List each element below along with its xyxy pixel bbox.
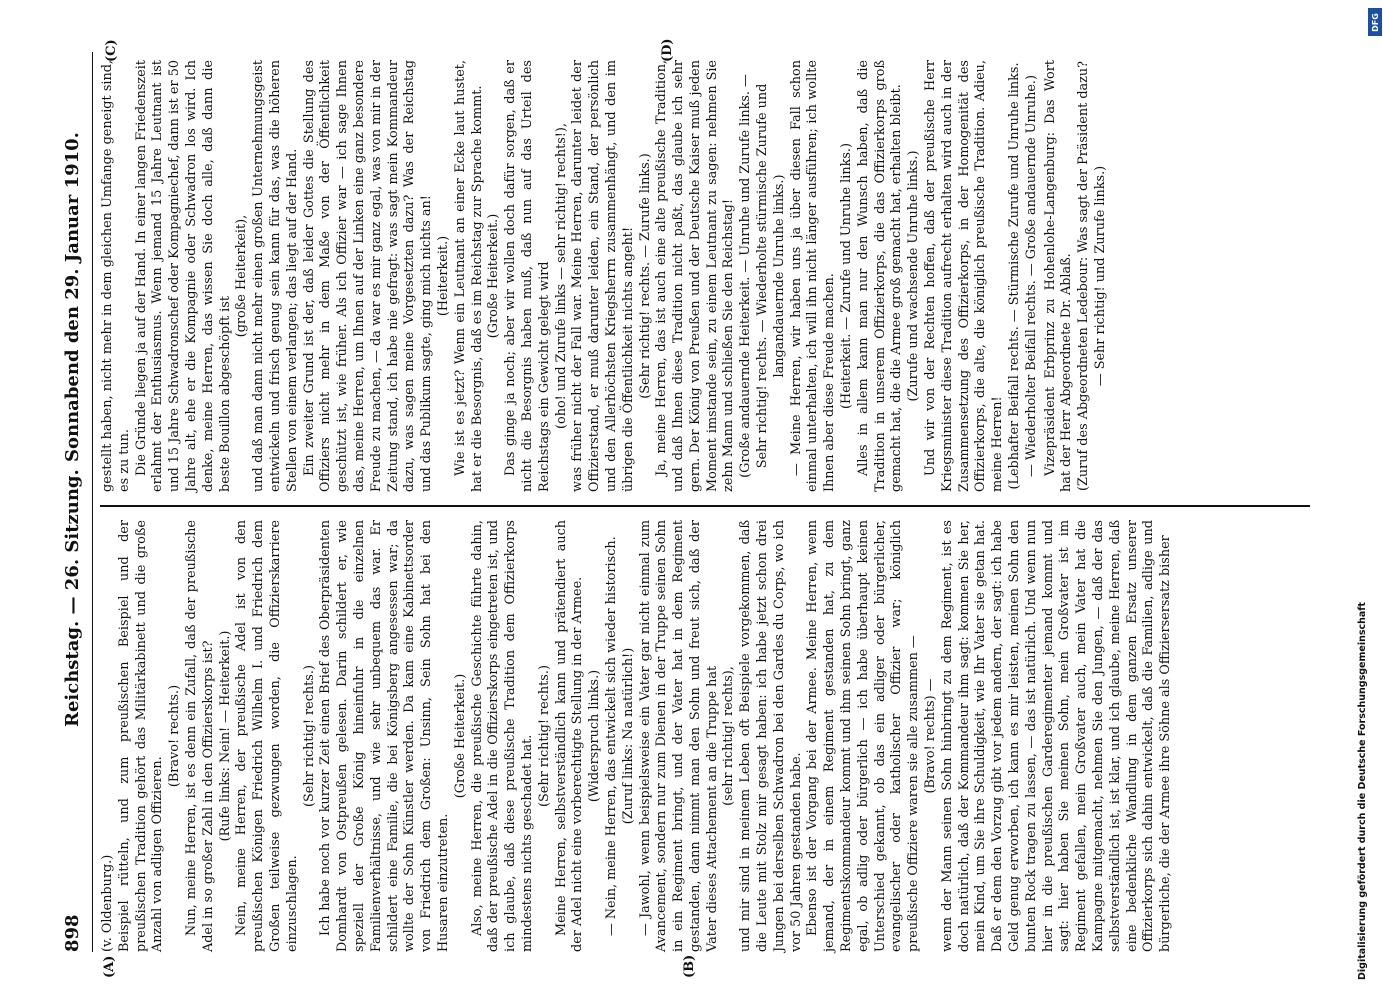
left-column — [100, 520, 1175, 952]
paragraph: gestellt haben, nicht mehr in dem gleichen Umfange geneigt sind, es zu tun. — [100, 60, 132, 492]
paragraph: (Bravo! rechts.) — [167, 684, 183, 788]
paragraph: (sehr richtig! rechts), — [721, 666, 737, 806]
paragraph: Meine Herren, selbstverständlich kann und prätendiert auch der Adel nicht eine vorberechtigte Stellung in der Armee. — [553, 520, 586, 952]
column-divider — [100, 505, 1310, 507]
paragraph: (Sehr richtig! rechts.) — [536, 665, 552, 807]
paragraph: (oho! und Zurufe links — sehr richtig! rechts!), — [553, 123, 569, 429]
paragraph: — Nein, meine Herren, das entwickelt sich wieder historisch. — [603, 536, 619, 936]
paragraph: (Zuruf links: Na natürlich!) — [620, 647, 636, 825]
paragraph: (große Heiterkeit), — [234, 214, 250, 338]
margin-ref-c: (C) — [104, 39, 119, 62]
paragraph: Ich habe noch vor kurzer Zeit einen Brief des Oberpräsidenten Domhardt von Ostpreußen gelesen. Darin schildert er, wie speziell der Große König hineinfuhr in die einzelnen Familienverhältnisse, und wie sehr unbequem das war. Er schildert eine Familie, die bei Königsberg angesessen war; da wollte der Sohn Künstler werden. Da kam eine Kabinettsorder von Friedrich dem Großen: Unsinn, Sein Sohn hat bei den Husaren einzutreten. — [318, 520, 451, 952]
header-rule — [92, 52, 93, 952]
paragraph: (Rufe links: Nein! — Heiterkeit.) — [217, 630, 233, 842]
paragraph: Das ginge ja noch; aber wir wollen doch dafür sorgen, daß er nicht die Besorgnis haben muß, daß nun auf das Urteil des Reichstags ein Gewicht gelegt wird — [503, 60, 552, 492]
paragraph: Ein zweiter Grund ist der, daß leider Gottes die Stellung des Offiziers nicht mehr in dem Maße von der Öffentlichkeit geschützt ist, wie früher. Als ich Offizier war — ich sage Ihnen das, meine Herren, um Ihnen auf der Linken eine ganz besondere Freude zu machen, — da war es mir ganz egal, was von mir in der Zeitung stand, ich habe nie gefragt: was sagt mein Kommandeur dazu, was sagen meine Vorgesetzten dazu? Was der Reichstag und das Publikum sagte, ging mich nichts an! — [301, 60, 435, 492]
margin-ref-b: (B) — [682, 954, 697, 978]
paragraph: (Große Heiterkeit.) — [486, 213, 502, 339]
paragraph: (Große andauernde Heiterkeit. — Unruhe und Zurufe links. — Sehr richtig! rechts. — Wiederholte stürmische Zurufe und langandauernde Unruhe links.) — [738, 74, 787, 478]
paragraph: (Heiterkeit. — Zurufe und Unruhe links.) — [839, 143, 855, 409]
paragraph: (Bravo! rechts) — — [923, 678, 939, 794]
paragraph: (Zurufe und wachsende Unruhe links.) — [906, 150, 922, 402]
paragraph: und daß man dann nicht mehr einen großen Unternehmungsgeist entwickeln und frisch genug sein kann für das, was die höheren Stellen von einem verlangen; das liegt auf der Hand. — [251, 60, 300, 492]
page-header — [62, 52, 88, 952]
paragraph: Vizepräsident Erbprinz zu Hohenlohe-Langenburg: Das Wort hat der Herr Abgeordnete Dr. Ablaß. — [1042, 60, 1075, 492]
paragraph: — Jawohl, wenn beispielsweise ein Vater gar nicht einmal zum Avancement, sondern nur zum Dienen in der Truppe seinen Sohn in ein Regiment bringt, und der Vater hat in dem Regiment gestanden, dann nimmt man den Sohn und freut sich, daß der Vater dieses Attachement an die Truppe hat — [637, 520, 720, 952]
paragraph: (Sehr richtig! rechts. — Zurufe links.) — [637, 153, 653, 399]
digitization-credit: Digitalisierung gefördert durch die Deutsche Forschungsgemeinschaft — [1357, 602, 1368, 980]
page-number: 898 — [62, 914, 83, 952]
margin-ref-d: (D) — [660, 38, 675, 62]
paragraph: (Heiterkeit.) — [435, 235, 451, 317]
margin-ref-a: (A) — [102, 955, 117, 978]
dfg-logo — [1368, 8, 1382, 36]
paragraph: Und wir von der Rechten hoffen, daß der preußische Herr Kriegsminister diese Tradition aufrecht erhalten wird auch in der Zusammensetzung des Offizierkorps, in der Homogenität des Offizierkorps, die alte, die königlich preußische Tradition. Adieu, meine Herren! — [923, 60, 1006, 492]
dfg-logo-text: DFG — [1370, 12, 1380, 32]
paragraph: Ja, meine Herren, das ist auch eine alte preußische Tradition, und daß Ihnen diese Tradition nicht paßt, das glaube ich sehr gern. Der König von Preußen und der Deutsche Kaiser muß jeden Moment imstande sein, zu einem Leutnant zu sagen: nehmen Sie zehn Mann und schließen Sie den Reichstag! — [654, 60, 737, 492]
paragraph: (Große Heiterkeit.) — [452, 673, 468, 799]
paragraph: Die Gründe liegen ja auf der Hand. In einer langen Friedenszeit erlahmt der Enthusiasmus. Wenn jemand 15 Jahre Leutnant ist und 15 Jahre Schwadronschef oder Kompagniechef, dann ist er 50 Jahre alt, ehe er die Kompagnie oder Schwadron los wird. Ich denke, meine Herren, das wissen Sie doch alle, daß dann die beste Bouillon abgeschöpft ist — [133, 60, 233, 492]
paragraph: Nun, meine Herren, ist es denn ein Zufall, daß der preußische Adel in so großer Zahl in den Offizierskorps ist? — [183, 520, 216, 952]
paragraph: — Meine Herren, wir haben uns ja über diesen Fall schon einmal unterhalten, ich will ihn nicht länger ausführen; ich wollte Ihnen aber diese Freude machen. — [788, 60, 838, 492]
paragraph: wenn der Mann seinen Sohn hinbringt zu dem Regiment, ist es doch natürlich, daß der Kommandeur ihm sagt: kommen Sie her, mein Kind, um Sie ihre Schuldigkeit, wie Ihr Vater sie getan hat. Daß er dem den Vorzug gibt vor jedem andern, der sagt: ich habe Geld genug erworben, ich kann es mir leisten, meinen Sohn den bunten Rock tragen zu lassen, — das ist natürlich. Und wenn nun hier in die preußischen Garderegimenter jemand kommt und sagt: hier haben Sie meinen Sohn, mein Großvater ist im Regiment gefallen, mein Großvater auch, mein Vater hat die Kampagne mitgemacht, nehmen Sie den Jungen, — daß der das selbstverständlich ist, ist klar, und ich glaube, meine Herren, daß eine bedenkliche Wandlung in dem ganzen Ersatz unserer Offizierkorps sich dahin entwickelt, daß die Familien, adlige und bürgerliche, die der Armee ihre Söhne als Offiziersersatz bisher — [939, 520, 1174, 952]
paragraph: Beispiel rütteln, und zum preußischen Beispiel und der preußischen Tradition gehört das Militärkabinett und die große Anzahl von adligen Offizieren. — [116, 520, 166, 952]
paragraph: und mir sind in meinem Leben oft Beispiele vorgekommen, daß die Leute mit Stolz mir gesagt haben: ich habe jetzt schon drei Jungen bei derselben Schwadron bei den Gardes du Corps, wo ich vor 50 Jahren gestanden habe. — [738, 520, 804, 952]
paragraph: (Widerspruch links.) — [587, 669, 603, 803]
paragraph: Alles in allem kann man nur den Wunsch haben, daß die Tradition in unserem Offizierkorps, die das Offizierkorps groß gemacht hat, die die Armee groß gemacht hat, erhalten bleibt. — [855, 60, 905, 492]
paragraph: Ebenso ist der Vorgang bei der Armee. Meine Herren, wenn jemand, der in einem Regiment gestanden hat, zu dem Regimentskommandeur kommt und ihm seinen Sohn bringt, ganz egal, ob adlig oder bürgerlich — ich habe überhaupt keinen Unterschied gekannt, ob das ein adliger oder bürgerlicher, evangelischer oder katholischer Offizier war; königlich preußische Offiziere waren sie alle zusammen — — [805, 520, 922, 952]
right-column — [100, 60, 1110, 492]
paragraph: (Lebhafter Beifall rechts. — Stürmische Zurufe und Unruhe links. — Wiederholter Beifall rechts. — Große andauernde Unruhe.) — [1007, 62, 1039, 490]
paragraph: Also, meine Herren, die preußische Geschichte führte dahin, daß der preußische Adel in die Offizierskorps eingetreten ist, und ich glaube, daß diese preußische Tradition dem Offizierkorps mindestens nichts geschadet hat. — [469, 520, 535, 952]
paragraph: (v. Oldenburg.) — [100, 854, 115, 952]
paragraph: (Zuruf des Abgeordneten Ledebour: Was sagt der Präsident dazu? — Sehr richtig! und Zurufe links.) — [1076, 61, 1109, 491]
paragraph: was früher nicht der Fall war. Meine Herren, darunter leidet der Offizierstand, er muß darunter leiden, ein Stand, der persönlich und den Allerhöchsten Kriegsherrn zusammenhängt, und den im übrigen die Öffentlichkeit nichts angeht! — [570, 60, 636, 492]
header-date: Sonnabend den 29. Januar 1910. — [62, 132, 83, 462]
paragraph: Nein, meine Herren, der preußische Adel ist von den preußischen Königen Friedrich Wilhelm I. und Friedrich dem Großen teilweise gezwungen worden, die Offizierskarriere einzuschlagen. — [234, 520, 300, 952]
paragraph: Wie ist es jetzt? Wenn ein Leutnant an einer Ecke laut hustet, hat er die Besorgnis, daß es im Reichstag zur Sprache kommt. — [452, 60, 485, 492]
document-page — [62, 38, 1317, 978]
header-session: Reichstag. — 26. Sitzung. — [62, 469, 83, 727]
paragraph: (Sehr richtig! rechts.) — [301, 665, 317, 807]
